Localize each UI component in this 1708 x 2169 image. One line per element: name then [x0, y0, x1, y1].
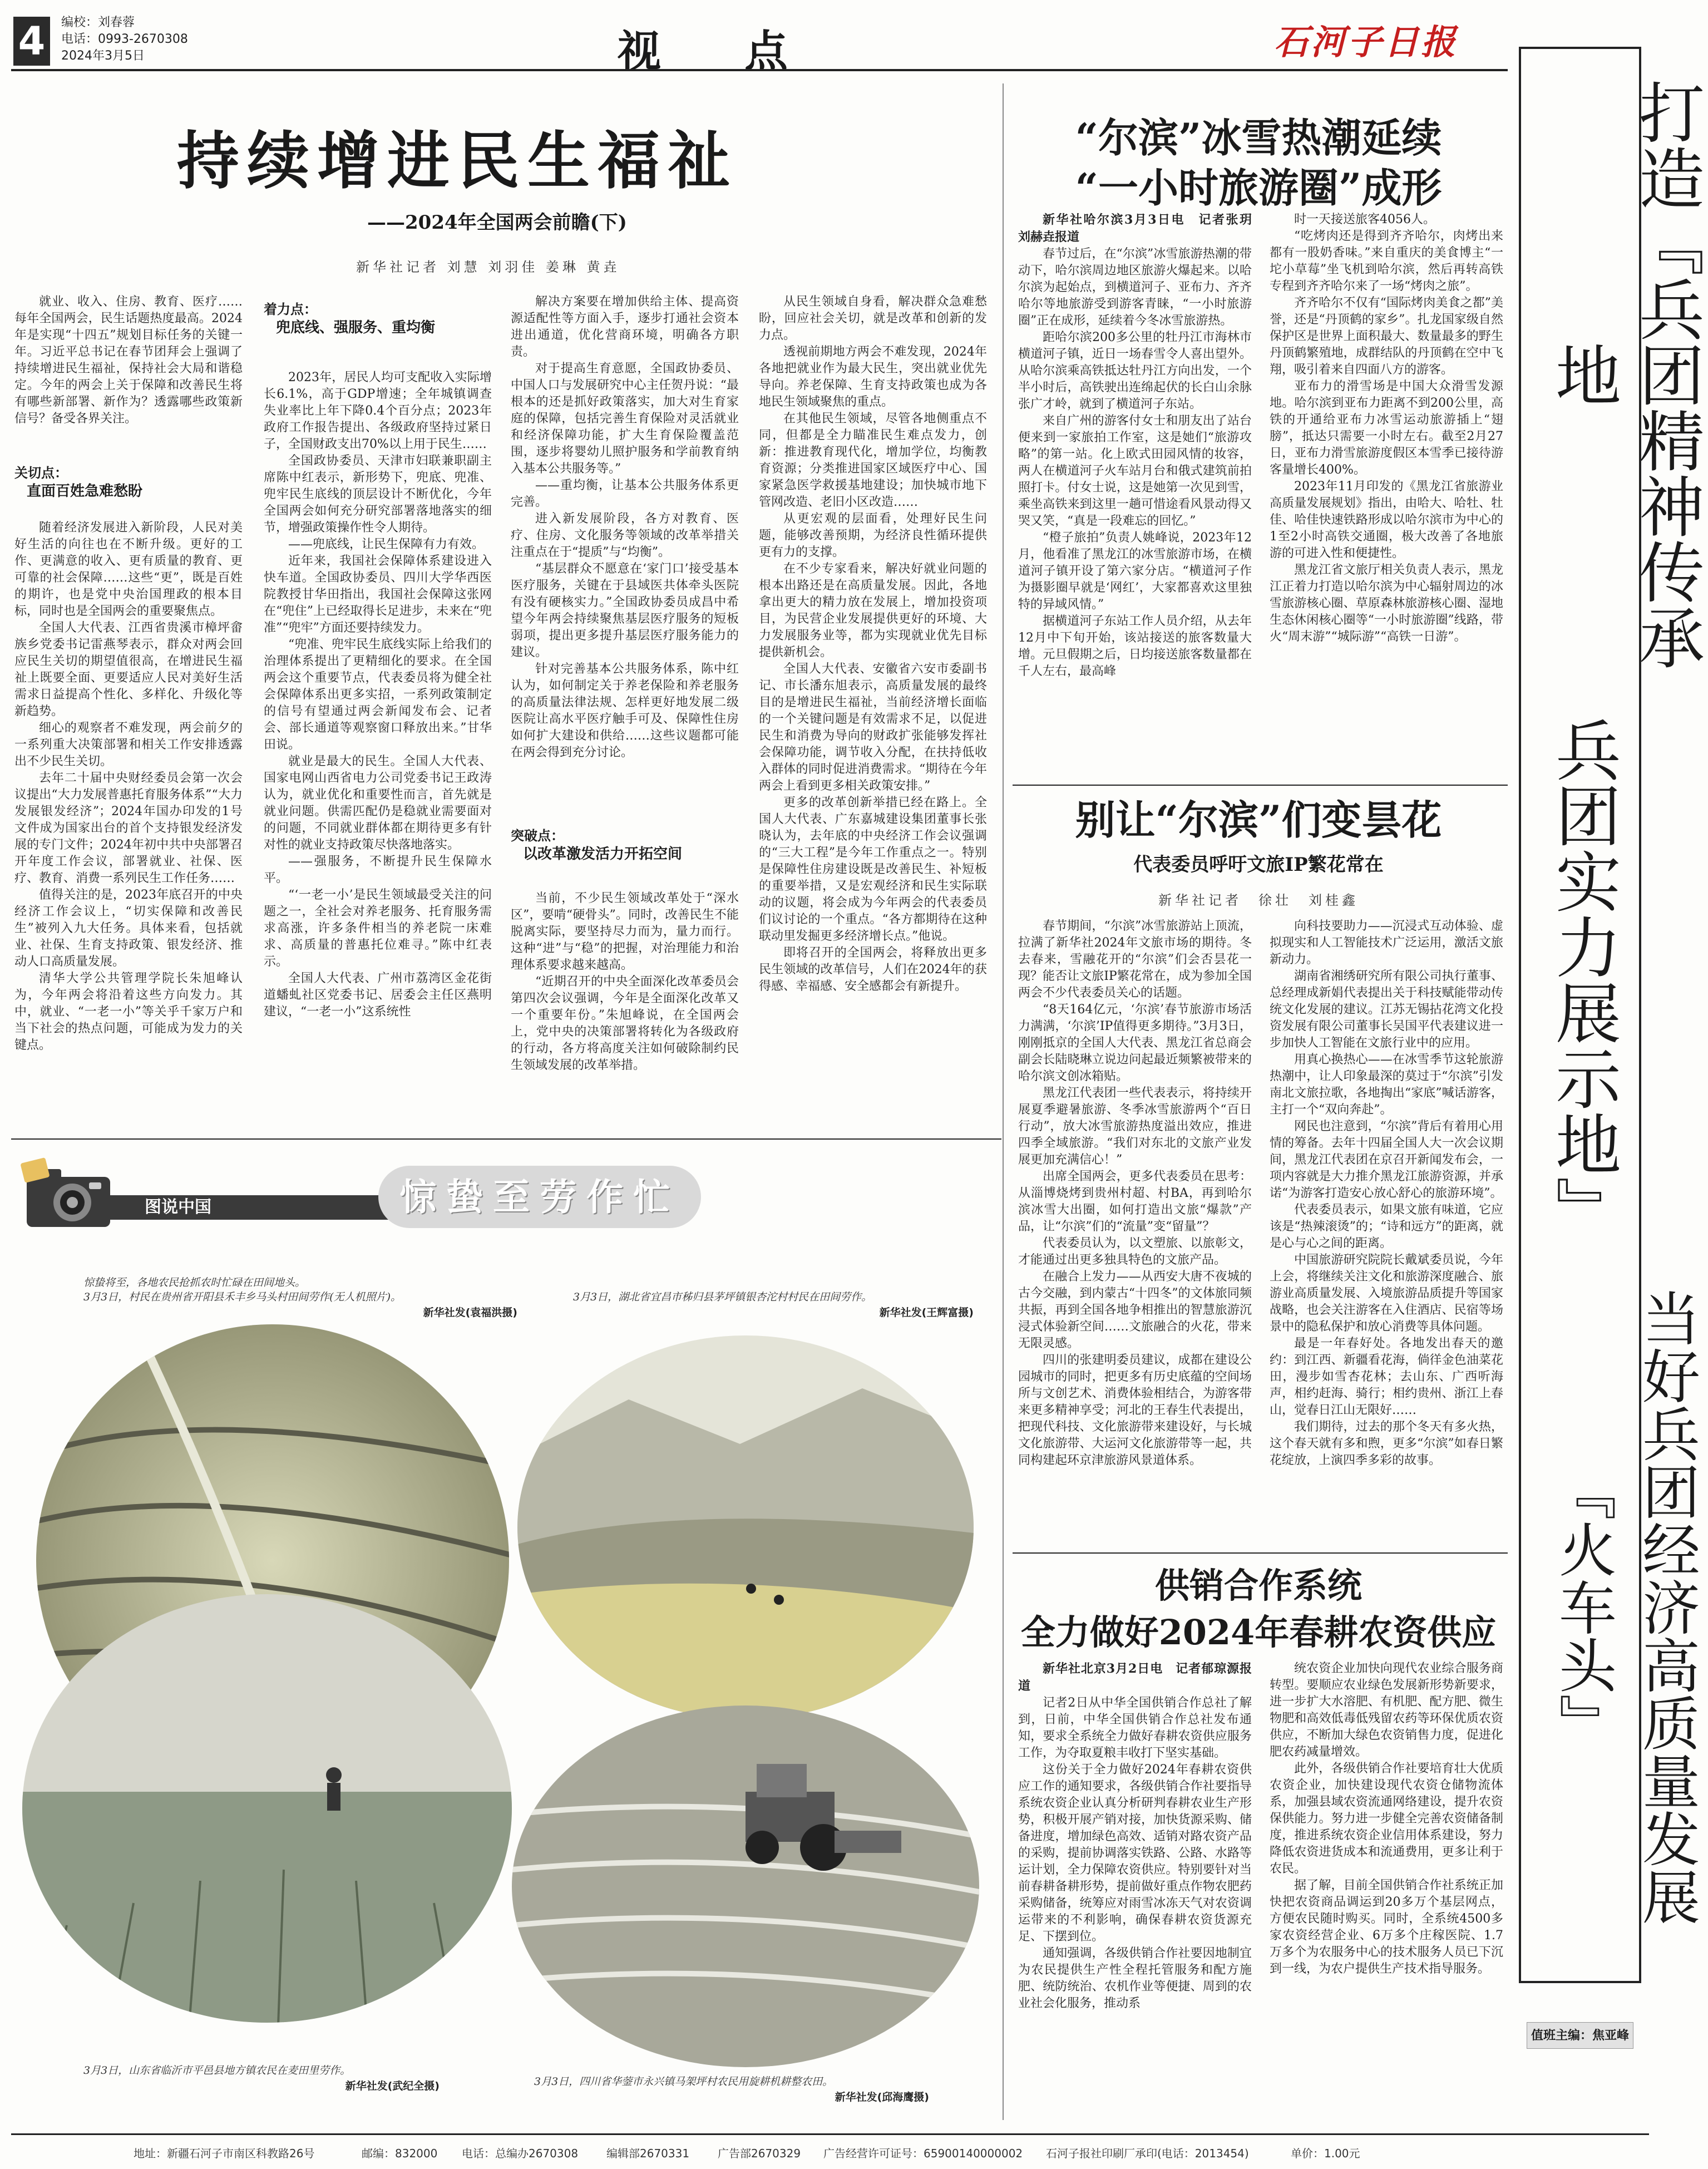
footer-editorial: 编辑部2670331: [606, 2147, 690, 2160]
paragraph: 四川的张建明委员建议，成都在建设公园城市的同时，把更多有历史底蕴的空间场所与文创艺术、消费体验相结合，为游客带来更多精神享受；河北的王春生代表提出，把现代科技、文化旅游带来建设好，与长城文化旅游带、大运河文化旅游带等一起，共同构建起环京津旅游风景道体系。: [1018, 1353, 1252, 1467]
article1-col2: [264, 369, 492, 1131]
article4-col2: [1270, 1660, 1503, 2129]
issue-date: 2024年3月5日: [61, 49, 145, 63]
paragraph: 代表委员认为，以文塑旅、以旅彰文，才能通过出更多独具特色的文旅产品。: [1018, 1236, 1252, 1267]
paragraph: “基层群众不愿意在‘家门口’接受基本医疗服务，关键在于县域医共体牵头医院有没有硬核实力。”全国政协委员成昌中希望今年两会持续聚焦基层医疗服务的短板弱项，提出更多提升基层医疗服务能力的建议。: [511, 562, 739, 659]
paragraph: 透视前期地方两会不难发现，2024年各地把就业作为最大民生，突出就业优先导向。养老保障、生育支持政策也成为各地民生领域聚焦的重点。: [759, 345, 987, 409]
paragraph: 代表委员表示，如果文旅有味道，它应该是“热辣滚烫”的；“诗和远方”的距离，就是心与心之间的距离。: [1270, 1203, 1503, 1250]
paragraph: 春节过后，在“尔滨”冰雪旅游热潮的带动下，哈尔滨周边地区旅游火爆起来。以哈尔滨为起始点，到横道河子、亚布力、齐齐哈尔等地旅游受到游客青睐，“一小时旅游圈”正在成形，延续着今冬冰雪旅游热。: [1018, 247, 1252, 328]
slogan-banner: [1519, 47, 1705, 1983]
photo1-caption: [83, 1275, 540, 1319]
paragraph: “吃烤肉还是得到齐齐哈尔，肉烤出来都有一股奶香味。”来自重庆的美食博主“一坨小草莓”坐飞机到哈尔滨，然后再转高铁专程到齐齐哈尔来了一场“烤肉之旅”。: [1270, 229, 1503, 293]
paragraph: 在不少专家看来，解决好就业问题的根本出路还是在高质量发展。因此，各地拿出更大的精力放在发展上，增加投资项目，为民营企业发展提供更好的环境、大力发展服务业等，都为实现就业优先目标提供新机会。: [759, 562, 987, 659]
slogan-part-3: 当好兵团经济高质量发展『火车头』: [1549, 1289, 1700, 1925]
kicker-text: 兜底线、强服务、重均衡: [276, 319, 436, 336]
footer-ad-license: 广告经营许可证号：65900140000002: [823, 2147, 1023, 2160]
footer-price: 单价：1.00元: [1291, 2147, 1360, 2160]
paragraph: 湖南省湘绣研究所有限公司执行董事、总经理成新娟代表提出关于科技赋能带动传统文化发展的建议。江苏无锡拈花湾文化投资发展有限公司董事长吴国平代表建议进一步加快人工智能在文旅行业中的应用。: [1270, 969, 1503, 1050]
slogan-part-1: 打造『兵团精神传承地: [1544, 79, 1705, 670]
paragraph: 距哈尔滨200多公里的牡丹江市海林市横道河子镇，近日一场春雪令人喜出望外。从哈尔滨乘高铁抵达牡丹江方向出发，一个半小时后，高铁驶出连绵起伏的长白山余脉张广才岭，就到了横道河子东站。: [1018, 331, 1252, 411]
paragraph: 进入新发展阶段，各方对教育、医疗、住房、文化服务等领域的改革举措关注重点在于“提质”与“均衡”。: [511, 512, 739, 559]
photo-hillside-fields: [517, 1333, 974, 1724]
footer-phone: 电话：总编办2670308: [462, 2147, 579, 2160]
paragraph: 针对完善基本公共服务体系，陈中红认为，如何制定关于养老保险和养老服务的高质量法律法规、怎样更好地发展二级医院让高水平医疗触手可及、保障性住房如何扩大建设和供给……这些议题都可能在两会得到充分讨论。: [511, 662, 739, 760]
article1-title: 持续增进民生福祉: [177, 125, 738, 198]
paragraph: “‘一老一小’是民生领域最受关注的问题之一，全社会对养老服务、托育服务需求高涨，许多条件相当的养老院一床难求、高质量的普惠托位难寻。”陈中红表示。: [264, 888, 492, 969]
header-rule: [11, 69, 1508, 71]
caption-line: 3月3日，四川省华蓥市永兴镇马架坪村农民用旋耕机耕整农田。: [534, 2076, 833, 2088]
paragraph: 齐齐哈尔不仅有“国际烤肉美食之都”美誉，还是“丹顶鹤的家乡”。扎龙国家级自然保护区是世界上面积最大、数量最多的野生丹顶鹤繁殖地，成群结队的丹顶鹤在空中飞翔，吸引着来自四面八方的游客。: [1270, 296, 1503, 377]
article2-title-1: “尔滨”冰雪热潮延续: [1075, 114, 1442, 161]
photo4-credit: 新华社发(邱海鹰摄): [835, 2091, 929, 2103]
paragraph: 向科技要助力——沉浸式互动体验、虚拟现实和人工智能技术广泛运用，激活文旅新动力。: [1270, 919, 1503, 967]
paragraph: 据了解，目前全国供销合作社系统正加快把农资商品调运到20多万个基层网点，方便农民随时购买。同时，全系统4500多家农资经营企业、6万多个庄稼医院、1.7万多个为农服务中心的技术服务人员已下沉到一线，为农户提供生产技术指导服务。: [1270, 1879, 1503, 1976]
paragraph: 统农资企业加快向现代农业综合服务商转型。要顺应农业绿色发展新形势新要求，进一步扩大水溶肥、有机肥、配方肥、微生物肥和高效低毒低残留农药等环保优质农资供应，不断加大绿色农资销售力度，促进化肥农药减量增效。: [1270, 1662, 1503, 1759]
section-divider: [1013, 785, 1508, 786]
page-number: 4: [13, 17, 50, 66]
editor-phone: 电话：0993-2670308: [61, 32, 188, 46]
article1-lead: [14, 294, 243, 455]
photo-section-label: 图说中国: [106, 1195, 401, 1220]
paragraph: 最是一年春好处。各地发出春天的邀约：到江西、新疆看花海，倘徉金色油菜花田，漫步如雪杏花林；去山东、广西听海声，相约赶海、骑行；相约贵州、浙江上春山，觉春日江山无限好……: [1270, 1337, 1503, 1417]
article3-col1: [1018, 918, 1252, 1537]
paragraph: 2023年，居民人均可支配收入实际增长6.1%，高于GDP增速；全年城镇调查失业率比上年下降0.4个百分点；2023年政府工作报告提出、各级政府坚持过紧日子，全国财政支出70%以上用于民生……: [264, 371, 492, 451]
caption-line: 3月3日，村民在贵州省开阳县禾丰乡马头村田间劳作(无人机照片)。: [83, 1291, 402, 1303]
paragraph: 就业、收入、住房、教育、医疗……每年全国两会，民生话题热度最高。2024年是实现“十四五”规划目标任务的关键一年。习近平总书记在春节团拜会上强调了持续增进民生福祉，保持社会大局和谐稳定。今年的两会上关于保障和改善民生将有哪些新部署、新作为？透露哪些政策新信号？备受各界关注。: [14, 295, 243, 426]
paragraph: 黑龙江代表团一些代表表示，将持续开展夏季避暑旅游、冬季冰雪旅游两个“百日行动”，放大冰雪旅游热度溢出效应，推进四季全域旅游。“我们对东北的文旅产业发展更加充满信心！”: [1018, 1086, 1252, 1167]
paragraph: 这份关于全力做好2024年春耕农资供应工作的通知要求，各级供销合作社要指导系统农资企业认真分析研判春耕农业生产形势，积极开展产销对接，加快货源采购、储备进度，增加绿色高效、适销对路农资产品的采购，提前协调落实铁路、公路、水路等运计划，全力保障农资供应。特别要针对当前春耕备耕形势，提前做好重点作物农肥药采购储备，统筹应对雨雪冰冻天气对农资调运带来的不利影响，确保春耕农资货源充足、下摆到位。: [1018, 1763, 1252, 1944]
article4-title-2: 全力做好2024年春耕农资供应: [1020, 1612, 1497, 1653]
paragraph: 全国人大代表、江西省贵溪市樟坪畲族乡党委书记雷燕琴表示，群众对两会回应民生关切的期望值很高，在增进民生福祉上既要全面、更要适应人民对美好生活需求日益提高个性化、多样化、升级化等新趋势。: [14, 621, 243, 718]
paragraph: 从更宏观的层面看，处理好民生问题，能够改善预期，为经济良性循环提供更有力的支撑。: [759, 512, 987, 559]
paragraph: 春节期间，“尔滨”冰雪旅游站上顶流，拉满了新华社2024年文旅市场的期待。冬去春来，雪融花开的“尔滨”们会否昙花一现？能否让文旅IP繁花常在，成为参加全国两会不少代表委员关心的话题。: [1018, 919, 1252, 1000]
dateline-text: 新华社哈尔滨3月3日电 记者张玥 刘赫垚报道: [1018, 213, 1265, 244]
photo1-credit: 新华社发(袁福洪摄): [423, 1307, 517, 1319]
kicker-label: 着力点：: [264, 302, 317, 317]
paragraph: 就业是最大的民生。全国人大代表、国家电网山西省电力公司党委书记王政涛认为，就业优化和重要性而言，首先就是就业问题。供需匹配仍是稳就业需要面对的问题，不同就业群体都在期待更多有针对性的就业支持政策尽快落地落实。: [264, 755, 492, 852]
paragraph: ——重均衡，让基本公共服务体系更完善。: [511, 479, 739, 509]
article2-title-2: “一小时旅游圈”成形: [1075, 164, 1442, 211]
column-divider: [1003, 83, 1004, 2120]
photo3-caption: [83, 2063, 506, 2093]
photo-tractor-paddy: [512, 1703, 979, 2072]
paragraph: 中国旅游研究院院长戴斌委员说，今年上会，将继续关注文化和旅游深度融合、旅游业高质量发展、入境旅游品质提升等国家战略，也会关注游客在入住酒店、民宿等场景中的隐私保护和放心消费等具体问题。: [1270, 1253, 1503, 1334]
section-divider: [11, 1138, 1001, 1140]
footer-address: 地址：新疆石河子市南区科教路26号: [134, 2147, 315, 2160]
kicker-text: 直面百姓急难愁盼: [27, 483, 143, 500]
paragraph: 用真心换热心——在冰雪季节这轮旅游热潮中，让人印象最深的莫过于“尔滨”引发南北文旅拉歌，各地掏出“家底”喊话游客，主打一个“双向奔赴”。: [1270, 1053, 1503, 1117]
section-title: 视点: [618, 26, 872, 77]
paragraph: 从民生领域自身看，解决群众急难愁盼，回应社会关切，就是改革和创新的发力点。: [759, 295, 987, 342]
article4-col1: [1018, 1660, 1252, 2129]
slogan-text: [1541, 55, 1705, 1958]
paragraph: 近年来，我国社会保障体系建设进入快车道。全国政协委员、四川大学华西医院教授甘华田指出，我国社会保障这张网在“兜住”上已经取得长足进步，未来在“兜准”“兜牢”方面还要持续发力。: [264, 554, 492, 635]
paragraph: 我们期待，过去的那个冬天有多火热，这个春天就有多和煦，更多“尔滨”如春日繁花绽放，上演四季多彩的故事。: [1270, 1420, 1503, 1467]
paragraph: “橙子旅拍”负责人姚峰说，2023年12月，他看准了黑龙江的冰雪旅游市场，在横道河子镇开设了第六家分店。“横道河子作为摄影圈早就是‘网红’，大家都喜欢这里独特的异域风情。”: [1018, 531, 1252, 612]
dateline-text: 新华社北京3月2日电 记者郁琼源报道: [1018, 1662, 1252, 1693]
kicker-tupo: [511, 827, 739, 864]
caption-line: 3月3日，山东省临沂市平邑县地方镇农民在麦田里劳作。: [83, 2064, 351, 2077]
article1-col1: [14, 520, 243, 1131]
article2-col2: [1270, 211, 1503, 779]
paragraph: “近期召开的中央全面深化改革委员会第四次会议强调，今年是全面深化改革又一个重要年份。”朱旭峰说，在全国两会上，党中央的决策部署将转化为各级政府的行动，各方将高度关注如何破除制约民生领域发展的改革举措。: [511, 975, 739, 1072]
paragraph: 细心的观察者不难发现，两会前夕的一系列重大决策部署和相关工作安排透露出不少民生关切。: [14, 721, 243, 768]
paragraph: 对于提高生育意愿，全国政协委员、中国人口与发展研究中心主任贺丹说：“最根本的还是抓好政策落实，加大对生育家庭的保障，包括完善生育保险对灵活就业和经济保障功能，扩大生育保险覆盖范围，逐步将婴幼儿照护服务和学前教育纳入基本公共服务等。”: [511, 362, 739, 476]
kicker-guanqie: [14, 464, 243, 501]
footer-rule: [11, 2133, 1649, 2135]
dateline: [1018, 1660, 1252, 1695]
paragraph: 当前，不少民生领域改革处于“深水区”，要啃“硬骨头”。同时，改善民生不能脱离实际，要坚持尽力而为，量力而行。这种“进”与“稳”的把握，对治理能力和治理体系要求越来越高。: [511, 891, 739, 972]
footer-printer: 石河子报社印刷厂承印(电话：2013454): [1046, 2147, 1249, 2160]
article3-byline: 新华社记者 徐壮 刘桂鑫: [1158, 893, 1359, 908]
photo-banner-text: 惊蛰至劳作忙: [399, 1175, 680, 1219]
paragraph: 据横道河子东站工作人员介绍，从去年12月中下旬开始，该站接送的旅客数量大增。元旦假期之后，日均接送旅客数量都在千人左右，最高峰: [1018, 614, 1252, 678]
camera-icon: [22, 1155, 117, 1235]
paragraph: ——强服务，不断提升民生保障水平。: [264, 855, 492, 885]
photo3-credit: 新华社发(武纪全摄): [345, 2080, 440, 2092]
paragraph: 解决方案要在增加供给主体、提高资源适配性等方面入手，逐步打通社会资本进出通道，优化营商环境，明确各方职责。: [511, 295, 739, 359]
paragraph: 值得关注的是，2023年底召开的中央经济工作会议上，“切实保障和改善民生”被列入九大任务。具体来看，包括就业、社保、生育支持政策、银发经济、推动人口高质量发展。: [14, 888, 243, 969]
paragraph: 更多的改革创新举措已经在路上。全国人大代表、广东嘉城建设集团董事长张晓认为，去年底的中央经济工作会议强调的“三大工程”是今年工作重点之一。特别是保障性住房建设既是改善民生、补短板的重要举措，又是宏观经济和民生实际联动的议题，将会成为今年两会的代表委员们议讨论的一个重点。“各方都期待在这种联动里发掘更多经济增长点。”他说。: [759, 796, 987, 943]
kicker-text: 以改革激发活力开拓空间: [523, 846, 683, 862]
kicker-label: 突破点：: [511, 828, 564, 844]
caption-line: 3月3日，湖北省宜昌市秭归县茅坪镇银杏沱村村民在田间劳作。: [573, 1291, 872, 1303]
section-divider: [1013, 1552, 1508, 1554]
paragraph: 通知强调，各级供销合作社要因地制宜为农民提供生产性全程托管服务和配方施肥、统防统治、农机作业等便捷、周到的农业社会化服务，推动系: [1018, 1946, 1252, 2010]
paragraph: 时一天接送旅客4056人。: [1294, 213, 1435, 226]
paragraph: 全国人大代表、安徽省六安市委副书记、市长潘东旭表示，高质量发展的最终目的是增进民生福祉，当前经济增长面临的一个关键问题是有效需求不足，以促进民生和消费为导向的财政扩张能够发挥社会保障功能，调节收入分配，在扶持低收入群体的同时促进消费需求。“期待在今年两会上看到更多相关政策安排。”: [759, 662, 987, 793]
article1-col3b: [511, 890, 739, 1131]
caption-line: 惊蛰将至，各地农民抢抓农时忙碌在田间地头。: [83, 1276, 306, 1289]
paragraph: 在其他民生领域，尽管各地侧重点不同，但都是全力瞄准民生难点发力，创新：推进教育现代化，增加学位，均衡教育资源；分类推进国家区域医疗中心、国家紧急医学救援基地建设；加快城市地下管网改造、老旧小区改造……: [759, 412, 987, 509]
article4-title-1: 供销合作系统: [1154, 1565, 1362, 1606]
photo4-caption: [534, 2074, 990, 2104]
footer: [0, 2140, 1660, 2169]
editor-name: 编校：刘春蓉: [61, 16, 135, 29]
article2-col1: [1018, 211, 1265, 779]
paragraph: “兜准、兜牢民生底线实际上给我们的治理体系提出了更精细化的要求。在全国两会这个重要节点，代表委员将为健全社会保障体系出更多实招，一系列政策制定的信号有望通过两会新闻发布会、记者会、部长通道等观察窗口释放出来。”甘华田说。: [264, 638, 492, 752]
paragraph: 去年二十届中央财经委员会第一次会议提出“大力发展普惠托育服务体系”“大力发展银发经济”；2024年国办印发的1号文件成为国家出台的首个支持银发经济发展的专门文件；2024年初中共中央部署召开年度工作会议，部署就业、社保、医疗、教育、消费一系列民生工作任务……: [14, 771, 243, 885]
article1-col3: [511, 294, 739, 817]
footer-ads: 广告部2670329: [718, 2147, 801, 2160]
paragraph: 在融合上发力——从西安大唐不夜城的古今交融，到内蒙古“十四冬”的文体旅同频共振，再到全国各地争相推出的智慧旅游沉浸式体验新空间……文旅融合的火花，带来无限灵感。: [1018, 1270, 1252, 1350]
paragraph: 随着经济发展进入新阶段，人民对美好生活的向往也在不断升级。更好的工作、更满意的收入、更有质量的教育、更可靠的社会保障……这些“更”，既是百姓的期许，也是党中央治国理政的根本目标，同时也是全国两会的重要聚焦点。: [14, 521, 243, 618]
photo2-credit: 新华社发(王辉富摄): [879, 1307, 974, 1319]
footer-postcode: 邮编：832000: [362, 2147, 438, 2160]
kicker-label: 关切点：: [14, 465, 68, 481]
article1-subtitle: ——2024年全国两会前瞻(下): [367, 211, 627, 234]
slogan-part-2: 兵团实力展示地』: [1544, 717, 1621, 1242]
paragraph: “8天164亿元，‘尔滨’春节旅游市场活力满满，‘尔滨’IP值得更多期待。”3月3日，刚刚抵京的全国人大代表、黑龙江省总商会副会长陆晓琳立说边问起最近频繁被带来的哈尔滨文创冰箱贴。: [1018, 1003, 1252, 1083]
paragraph: 亚布力的滑雪场是中国大众滑雪发源地。哈尔滨到亚布力距离不到200公里，高铁的开通给亚布力冰雪运动旅游插上“翅膀”，抵达只需要一小时左右。截至2月27日，亚布力滑雪旅游度假区本雪季已接待游客量增长400%。: [1270, 379, 1503, 477]
paragraph: 记者2日从中华全国供销合作总社了解到，日前，中华全国供销合作总社发布通知，要求全系统全力做好春耕农资供应服务工作，为夺取夏粮丰收打下坚实基础。: [1018, 1696, 1252, 1760]
photo-wheat-field: [22, 1591, 512, 2028]
dateline: [1018, 211, 1265, 246]
paragraph: 网民也注意到，“尔滨”背后有着用心用情的筹备。去年十四届全国人大一次会议期间，黑龙江代表团在京召开新闻发布会，一项内容就是大力推介黑龙江旅游资源，并承诺“为游客打造安心放心舒心的旅游环境”。: [1270, 1120, 1503, 1200]
paragraph: ——兜底线，让民生保障有力有效。: [288, 538, 485, 551]
photo2-caption: [573, 1290, 996, 1319]
kicker-zhuoli: [264, 300, 492, 337]
paragraph: 即将召开的全国两会，将释放出更多民生领域的改革信号，人们在2024年的获得感、幸福感、安全感都会有新提升。: [759, 946, 987, 993]
masthead-logo: 石河子日报: [1274, 22, 1458, 62]
article3-title: 别让“尔滨”们变昙花: [1075, 796, 1442, 844]
article1-col4: [759, 294, 987, 1131]
paragraph: 黑龙江省文旅厅相关负责人表示，黑龙江正着力打造以哈尔滨为中心辐射周边的冰雪旅游核心圈、草原森林旅游核心圈、湿地生态休闲核心圈等“一小时旅游圈”线路，带火“周末游”“城际游”“高铁一日游”。: [1270, 563, 1503, 644]
paragraph: 全国人大代表、广州市荔湾区金花街道蟠虬社区党委书记、居委会主任区燕明建议，“一老一小”这系统性: [264, 972, 492, 1019]
editor-info: [61, 14, 188, 65]
article3-subtitle: 代表委员呼吁文旅IP繁花常在: [1133, 854, 1384, 876]
article3-col2: [1270, 918, 1503, 1537]
paragraph: 全国政协委员、天津市妇联兼职副主席陈中红表示，新形势下，兜底、兜准、兜牢民生底线的顶层设计不断优化，今年全国两会如何充分研究部署落地落实的细节，增强政策操作性令人期待。: [264, 454, 492, 535]
article1-byline: 新华社记者 刘慧 刘羽佳 姜琳 黄垚: [356, 259, 620, 275]
paragraph: 出席全国两会，更多代表委员在思考：从淄博烧烤到贵州村超、村BA，再到哈尔滨冰雪大出圈，如何打造出文旅“爆款”产品，让“尔滨”们的“流量”变“留量”？: [1018, 1170, 1252, 1234]
paragraph: 来自广州的游客付女士和朋友出了站台便来到一家旅拍工作室，这是她们“旅游攻略”的第一站。化上欧式田园风情的妆容，两人在横道河子火车站月台和俄式建筑前拍照打卡。付女士说，这是她第一次见到雪，乘坐高铁来到这里一趟可惜途看风景动得又哭又笑，“真是一段难忘的回忆。”: [1018, 414, 1252, 528]
paragraph: 2023年11月印发的《黑龙江省旅游业高质量发展规划》指出，由哈大、哈牡、牡佳、哈佳快速铁路形成以哈尔滨市为中心的1至2小时高铁交通圈，极大改善了各地旅游的可进入性和便捷性。: [1270, 480, 1503, 560]
paragraph: 清华大学公共管理学院长朱旭峰认为，今年两会将沿着这些方向发力。其中，就业、“一老一小”等关乎千家万户和当下社会的热点问题，可能成为发力的关键点。: [14, 972, 243, 1052]
duty-editor: 值班主编：焦亚峰: [1527, 2022, 1633, 2049]
paragraph: 此外，各级供销合作社要培育壮大优质农资企业，加快建设现代农资仓储物流体系，加强县域农资流通网络建设，提升农资保供能力。努力进一步健全完善农资储备制度，推进系统农资企业信用体系建设，努力降低农资进货成本和流通费用，更多让利于农民。: [1270, 1762, 1503, 1876]
